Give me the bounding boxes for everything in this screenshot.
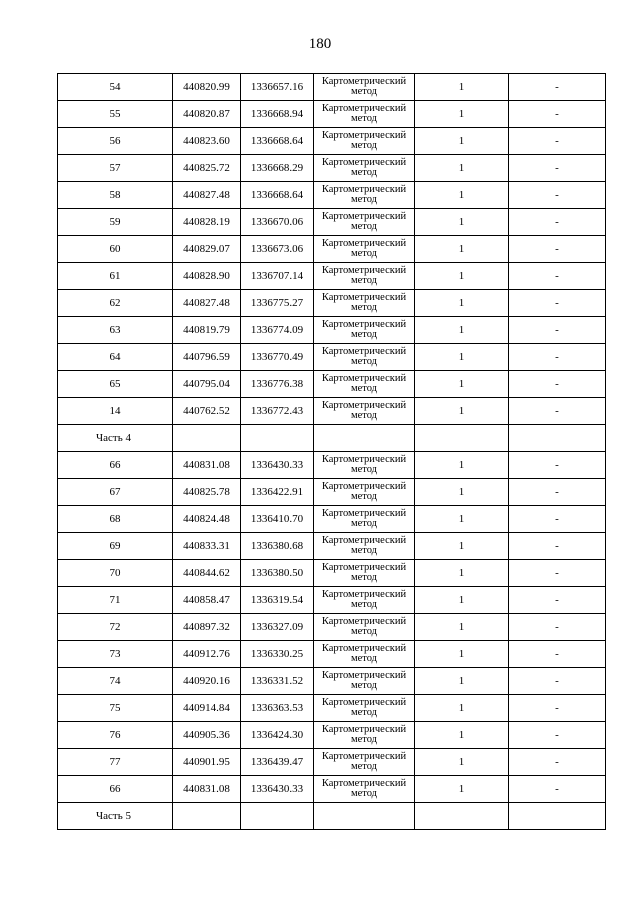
accuracy-cell: 1 xyxy=(415,398,509,425)
method-cell: Картометрический метод xyxy=(314,695,415,722)
method-cell: Картометрический метод xyxy=(314,614,415,641)
y-coordinate-cell: 1336772.43 xyxy=(241,398,314,425)
point-number-cell: 74 xyxy=(58,668,173,695)
section-label: Часть 4 xyxy=(58,425,173,452)
note-cell: - xyxy=(509,209,606,236)
point-number-cell: 69 xyxy=(58,533,173,560)
accuracy-cell: 1 xyxy=(415,506,509,533)
table-row xyxy=(58,722,606,749)
table-row xyxy=(58,263,606,290)
point-number-cell: 66 xyxy=(58,776,173,803)
y-coordinate-cell: 1336774.09 xyxy=(241,317,314,344)
note-cell: - xyxy=(509,722,606,749)
table-row xyxy=(58,398,606,425)
method-cell: Картометрический метод xyxy=(314,263,415,290)
y-coordinate-cell: 1336770.49 xyxy=(241,344,314,371)
note-cell: - xyxy=(509,560,606,587)
table-row xyxy=(58,506,606,533)
table-row xyxy=(58,317,606,344)
x-coordinate-cell: 440920.16 xyxy=(173,668,241,695)
point-number-cell: 63 xyxy=(58,317,173,344)
x-coordinate-cell: 440831.08 xyxy=(173,776,241,803)
y-coordinate-cell: 1336668.64 xyxy=(241,182,314,209)
note-cell: - xyxy=(509,371,606,398)
table-row xyxy=(58,101,606,128)
accuracy-cell: 1 xyxy=(415,371,509,398)
y-coordinate-cell: 1336363.53 xyxy=(241,695,314,722)
note-cell: - xyxy=(509,695,606,722)
table-row xyxy=(58,668,606,695)
note-cell: - xyxy=(509,506,606,533)
point-number-cell: 67 xyxy=(58,479,173,506)
method-cell: Картометрический метод xyxy=(314,344,415,371)
table-row xyxy=(58,479,606,506)
point-number-cell: 73 xyxy=(58,641,173,668)
point-number-cell: 72 xyxy=(58,614,173,641)
table-row xyxy=(58,533,606,560)
method-cell: Картометрический метод xyxy=(314,236,415,263)
point-number-cell: 58 xyxy=(58,182,173,209)
note-cell: - xyxy=(509,452,606,479)
table-row xyxy=(58,182,606,209)
empty-cell xyxy=(241,803,314,830)
y-coordinate-cell: 1336422.91 xyxy=(241,479,314,506)
note-cell: - xyxy=(509,236,606,263)
method-cell: Картометрический метод xyxy=(314,317,415,344)
accuracy-cell: 1 xyxy=(415,587,509,614)
section-row xyxy=(58,425,606,452)
accuracy-cell: 1 xyxy=(415,533,509,560)
point-number-cell: 54 xyxy=(58,74,173,101)
point-number-cell: 61 xyxy=(58,263,173,290)
accuracy-cell: 1 xyxy=(415,695,509,722)
x-coordinate-cell: 440914.84 xyxy=(173,695,241,722)
x-coordinate-cell: 440820.99 xyxy=(173,74,241,101)
point-number-cell: 60 xyxy=(58,236,173,263)
x-coordinate-cell: 440901.95 xyxy=(173,749,241,776)
table-row xyxy=(58,452,606,479)
y-coordinate-cell: 1336668.94 xyxy=(241,101,314,128)
note-cell: - xyxy=(509,668,606,695)
empty-cell xyxy=(415,803,509,830)
x-coordinate-cell: 440795.04 xyxy=(173,371,241,398)
empty-cell xyxy=(509,803,606,830)
note-cell: - xyxy=(509,317,606,344)
method-cell: Картометрический метод xyxy=(314,641,415,668)
point-number-cell: 59 xyxy=(58,209,173,236)
page-number: 180 xyxy=(308,36,332,52)
table-row xyxy=(58,614,606,641)
method-cell: Картометрический метод xyxy=(314,776,415,803)
x-coordinate-cell: 440912.76 xyxy=(173,641,241,668)
method-cell: Картометрический метод xyxy=(314,749,415,776)
accuracy-cell: 1 xyxy=(415,776,509,803)
note-cell: - xyxy=(509,614,606,641)
point-number-cell: 65 xyxy=(58,371,173,398)
x-coordinate-cell: 440828.90 xyxy=(173,263,241,290)
accuracy-cell: 1 xyxy=(415,749,509,776)
accuracy-cell: 1 xyxy=(415,155,509,182)
y-coordinate-cell: 1336707.14 xyxy=(241,263,314,290)
empty-cell xyxy=(173,803,241,830)
point-number-cell: 71 xyxy=(58,587,173,614)
table-row xyxy=(58,641,606,668)
x-coordinate-cell: 440823.60 xyxy=(173,128,241,155)
note-cell: - xyxy=(509,74,606,101)
method-cell: Картометрический метод xyxy=(314,182,415,209)
x-coordinate-cell: 440858.47 xyxy=(173,587,241,614)
table-row xyxy=(58,155,606,182)
y-coordinate-cell: 1336424.30 xyxy=(241,722,314,749)
note-cell: - xyxy=(509,749,606,776)
x-coordinate-cell: 440844.62 xyxy=(173,560,241,587)
method-cell: Картометрический метод xyxy=(314,722,415,749)
x-coordinate-cell: 440796.59 xyxy=(173,344,241,371)
point-number-cell: 14 xyxy=(58,398,173,425)
method-cell: Картометрический метод xyxy=(314,128,415,155)
y-coordinate-cell: 1336330.25 xyxy=(241,641,314,668)
y-coordinate-cell: 1336380.68 xyxy=(241,533,314,560)
note-cell: - xyxy=(509,182,606,209)
x-coordinate-cell: 440820.87 xyxy=(173,101,241,128)
x-coordinate-cell: 440762.52 xyxy=(173,398,241,425)
y-coordinate-cell: 1336327.09 xyxy=(241,614,314,641)
point-number-cell: 56 xyxy=(58,128,173,155)
accuracy-cell: 1 xyxy=(415,560,509,587)
table-row xyxy=(58,560,606,587)
accuracy-cell: 1 xyxy=(415,344,509,371)
method-cell: Картометрический метод xyxy=(314,101,415,128)
point-number-cell: 57 xyxy=(58,155,173,182)
point-number-cell: 75 xyxy=(58,695,173,722)
y-coordinate-cell: 1336775.27 xyxy=(241,290,314,317)
table-row xyxy=(58,749,606,776)
point-number-cell: 76 xyxy=(58,722,173,749)
point-number-cell: 77 xyxy=(58,749,173,776)
accuracy-cell: 1 xyxy=(415,182,509,209)
y-coordinate-cell: 1336430.33 xyxy=(241,776,314,803)
y-coordinate-cell: 1336380.50 xyxy=(241,560,314,587)
y-coordinate-cell: 1336410.70 xyxy=(241,506,314,533)
x-coordinate-cell: 440828.19 xyxy=(173,209,241,236)
x-coordinate-cell: 440825.72 xyxy=(173,155,241,182)
point-number-cell: 66 xyxy=(58,452,173,479)
x-coordinate-cell: 440831.08 xyxy=(173,452,241,479)
method-cell: Картометрический метод xyxy=(314,155,415,182)
x-coordinate-cell: 440825.78 xyxy=(173,479,241,506)
x-coordinate-cell: 440824.48 xyxy=(173,506,241,533)
y-coordinate-cell: 1336776.38 xyxy=(241,371,314,398)
empty-cell xyxy=(314,803,415,830)
table-row xyxy=(58,695,606,722)
method-cell: Картометрический метод xyxy=(314,560,415,587)
x-coordinate-cell: 440819.79 xyxy=(173,317,241,344)
table-row xyxy=(58,74,606,101)
y-coordinate-cell: 1336657.16 xyxy=(241,74,314,101)
note-cell: - xyxy=(509,101,606,128)
empty-cell xyxy=(415,425,509,452)
y-coordinate-cell: 1336670.06 xyxy=(241,209,314,236)
table-row xyxy=(58,290,606,317)
method-cell: Картометрический метод xyxy=(314,533,415,560)
accuracy-cell: 1 xyxy=(415,101,509,128)
point-number-cell: 64 xyxy=(58,344,173,371)
accuracy-cell: 1 xyxy=(415,452,509,479)
method-cell: Картометрический метод xyxy=(314,479,415,506)
method-cell: Картометрический метод xyxy=(314,587,415,614)
empty-cell xyxy=(241,425,314,452)
table-row xyxy=(58,209,606,236)
point-number-cell: 62 xyxy=(58,290,173,317)
table-row xyxy=(58,344,606,371)
method-cell: Картометрический метод xyxy=(314,209,415,236)
accuracy-cell: 1 xyxy=(415,317,509,344)
x-coordinate-cell: 440829.07 xyxy=(173,236,241,263)
accuracy-cell: 1 xyxy=(415,236,509,263)
table-row xyxy=(58,128,606,155)
accuracy-cell: 1 xyxy=(415,263,509,290)
table-row xyxy=(58,776,606,803)
accuracy-cell: 1 xyxy=(415,290,509,317)
note-cell: - xyxy=(509,128,606,155)
note-cell: - xyxy=(509,290,606,317)
table-row xyxy=(58,236,606,263)
section-label: Часть 5 xyxy=(58,803,173,830)
note-cell: - xyxy=(509,155,606,182)
accuracy-cell: 1 xyxy=(415,668,509,695)
accuracy-cell: 1 xyxy=(415,209,509,236)
y-coordinate-cell: 1336439.47 xyxy=(241,749,314,776)
accuracy-cell: 1 xyxy=(415,641,509,668)
coordinates-table xyxy=(57,73,606,830)
note-cell: - xyxy=(509,398,606,425)
empty-cell xyxy=(509,425,606,452)
note-cell: - xyxy=(509,344,606,371)
y-coordinate-cell: 1336668.29 xyxy=(241,155,314,182)
note-cell: - xyxy=(509,587,606,614)
x-coordinate-cell: 440905.36 xyxy=(173,722,241,749)
accuracy-cell: 1 xyxy=(415,614,509,641)
accuracy-cell: 1 xyxy=(415,128,509,155)
method-cell: Картометрический метод xyxy=(314,506,415,533)
method-cell: Картометрический метод xyxy=(314,398,415,425)
x-coordinate-cell: 440827.48 xyxy=(173,182,241,209)
y-coordinate-cell: 1336673.06 xyxy=(241,236,314,263)
table-row xyxy=(58,587,606,614)
note-cell: - xyxy=(509,263,606,290)
method-cell: Картометрический метод xyxy=(314,290,415,317)
method-cell: Картометрический метод xyxy=(314,371,415,398)
note-cell: - xyxy=(509,776,606,803)
method-cell: Картометрический метод xyxy=(314,668,415,695)
accuracy-cell: 1 xyxy=(415,74,509,101)
method-cell: Картометрический метод xyxy=(314,452,415,479)
note-cell: - xyxy=(509,533,606,560)
point-number-cell: 55 xyxy=(58,101,173,128)
accuracy-cell: 1 xyxy=(415,479,509,506)
y-coordinate-cell: 1336430.33 xyxy=(241,452,314,479)
point-number-cell: 68 xyxy=(58,506,173,533)
x-coordinate-cell: 440827.48 xyxy=(173,290,241,317)
empty-cell xyxy=(173,425,241,452)
table-row xyxy=(58,371,606,398)
x-coordinate-cell: 440897.32 xyxy=(173,614,241,641)
note-cell: - xyxy=(509,479,606,506)
y-coordinate-cell: 1336668.64 xyxy=(241,128,314,155)
x-coordinate-cell: 440833.31 xyxy=(173,533,241,560)
point-number-cell: 70 xyxy=(58,560,173,587)
method-cell: Картометрический метод xyxy=(314,74,415,101)
accuracy-cell: 1 xyxy=(415,722,509,749)
y-coordinate-cell: 1336331.52 xyxy=(241,668,314,695)
coordinates-table-body xyxy=(58,74,606,830)
note-cell: - xyxy=(509,641,606,668)
section-row xyxy=(58,803,606,830)
y-coordinate-cell: 1336319.54 xyxy=(241,587,314,614)
empty-cell xyxy=(314,425,415,452)
